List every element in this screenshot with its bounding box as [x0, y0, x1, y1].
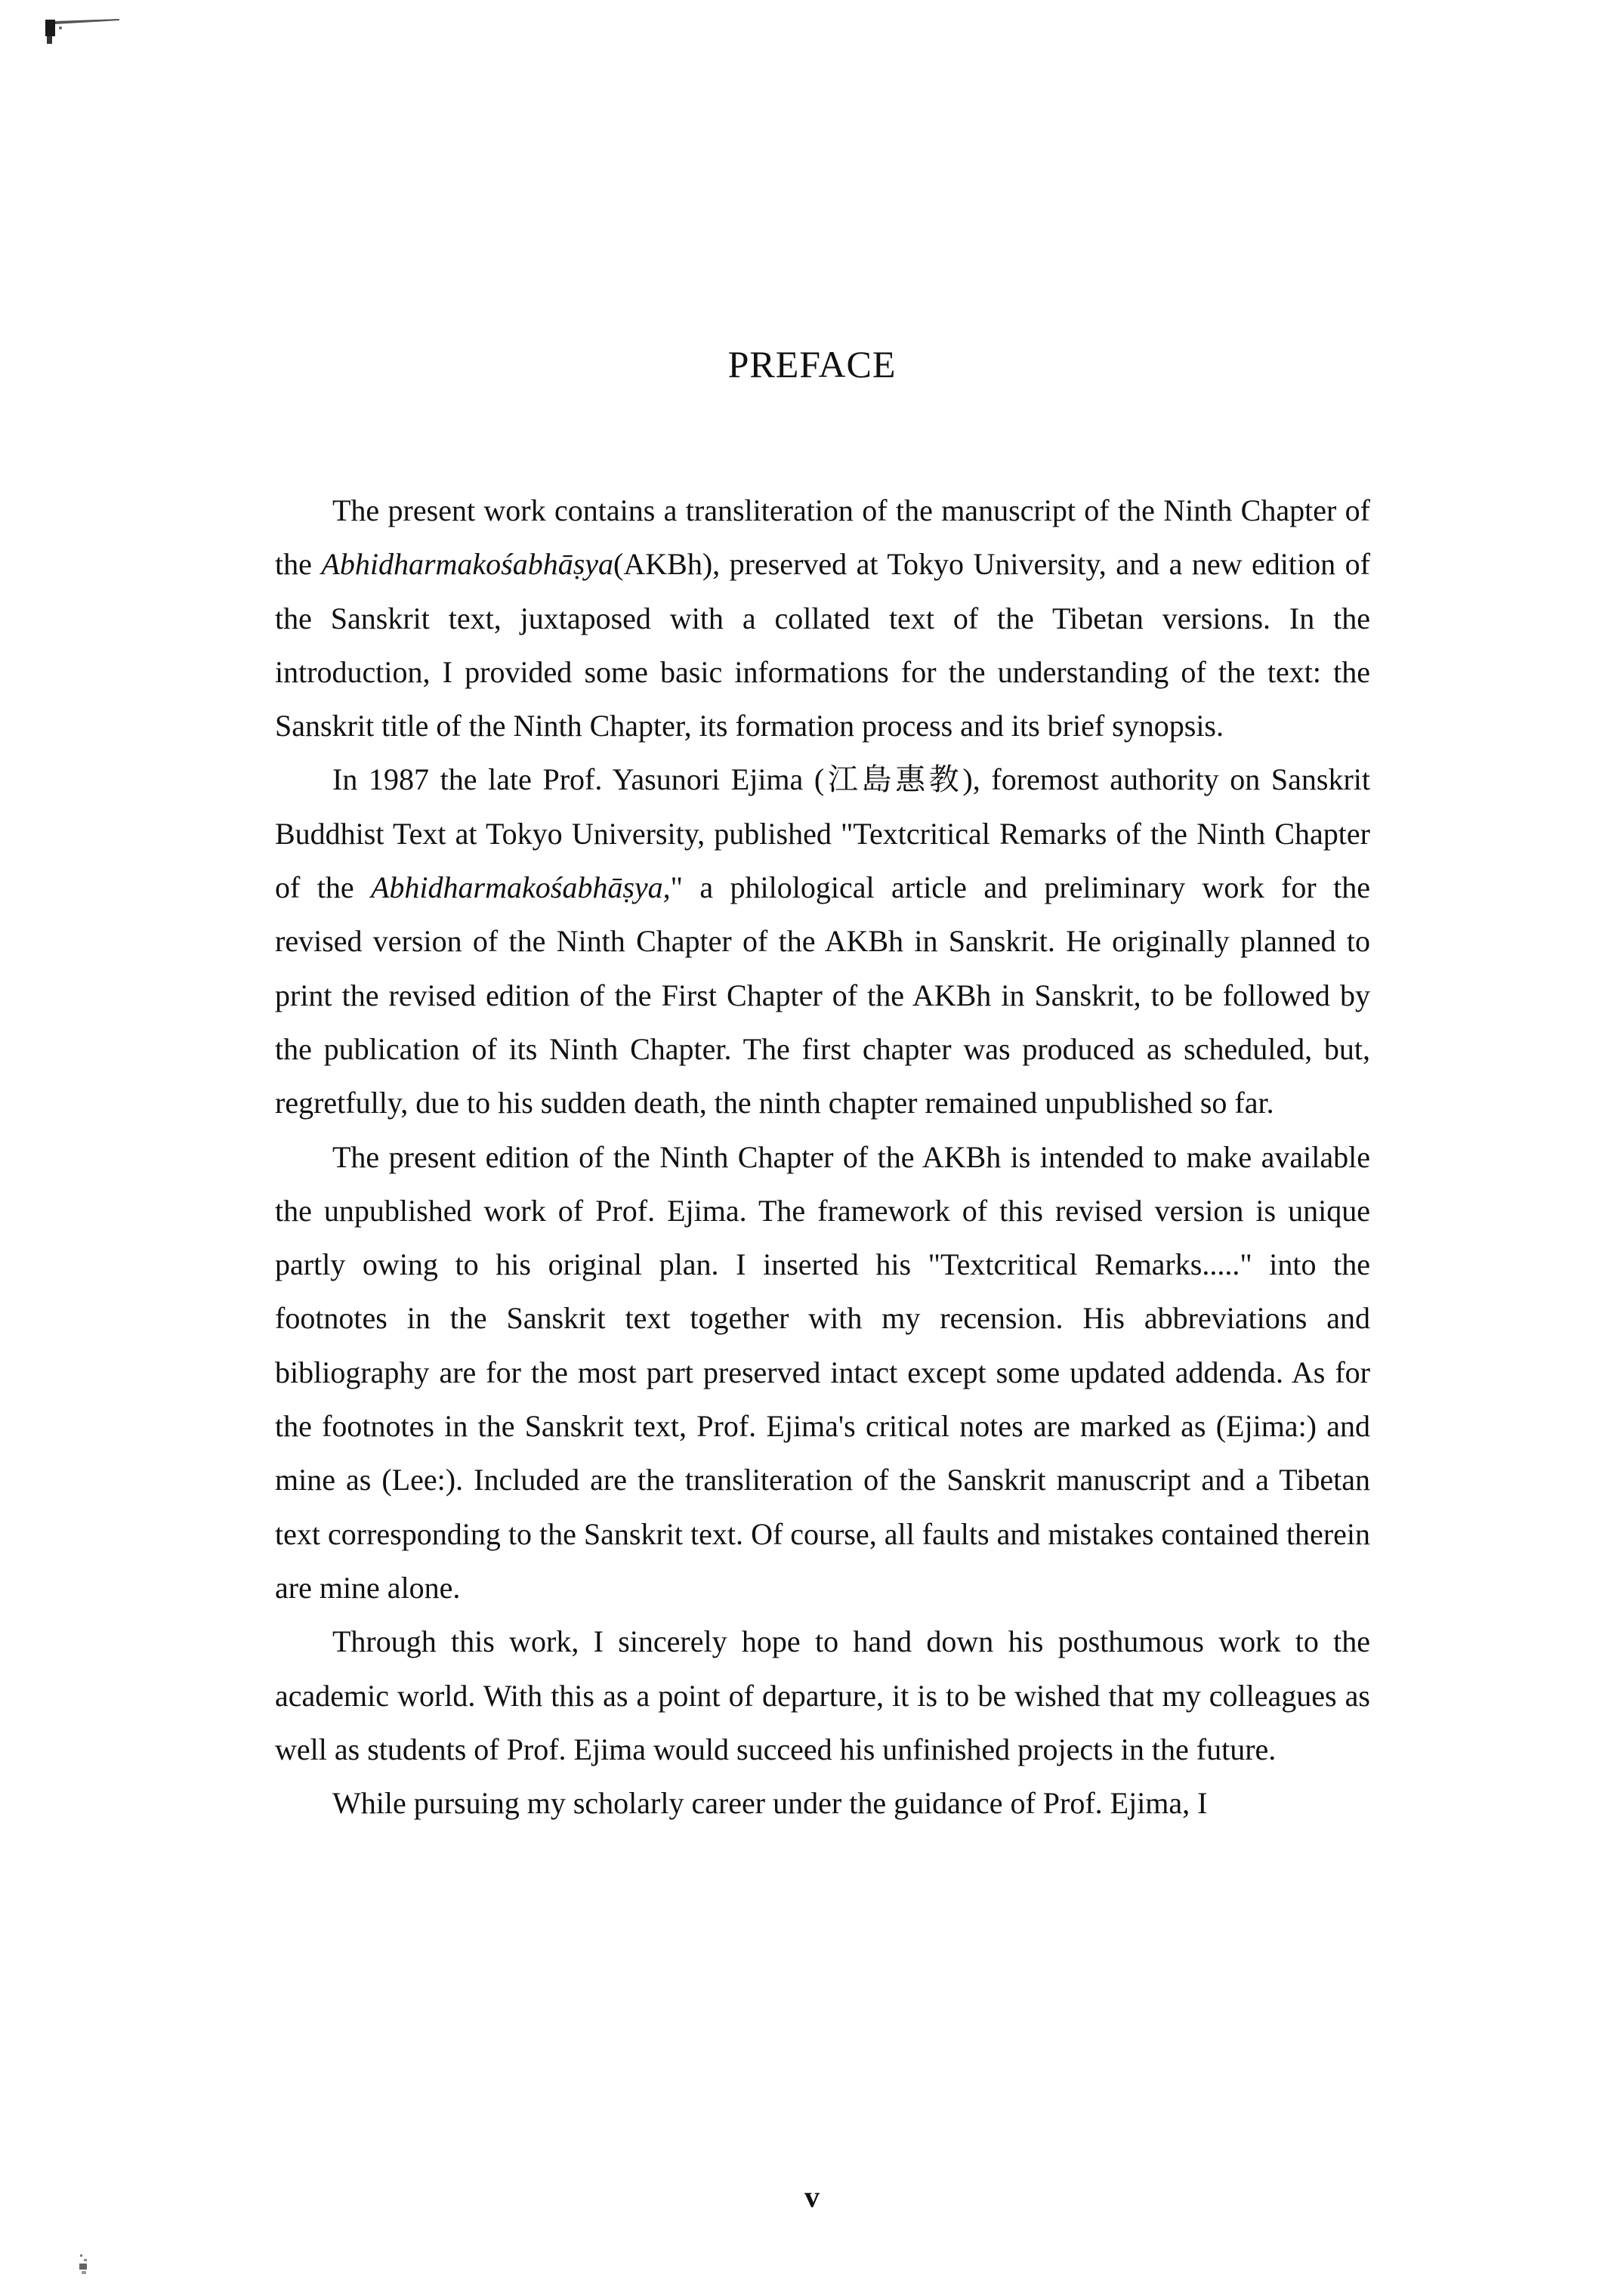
paragraph-4: Through this work, I sincerely hope to hand down his posthumous work to the academic world. With this as a point of departure, it is to be wished that my colleagues as well as students of Prof. Ejima would succeed his unfinished projects in the future. [275, 1624, 1370, 1766]
scan-speck-mark [76, 2251, 92, 2277]
paragraph-2 [275, 752, 1370, 1129]
paragraph-2-text-a: In 1987 the late Prof. Yasunori Ejima (江島惠教), foremost authority on Sanskrit Buddhist Text at Tokyo University, published "Textcritical Remarks of the Ninth Chapter of the [275, 762, 1370, 905]
page-title: PREFACE [727, 343, 897, 385]
paragraph-1-text-b: (AKBh), preserved at Tokyo University, and a new edition of the Sanskrit text, juxtaposed with a collated text of the Tibetan versions. In the introduction, I provided some basic informations for the understanding of the text: the Sanskrit title of the Ninth Chapter, its formation process and its brief synopsis. [275, 547, 1370, 743]
page-number: v [804, 2180, 820, 2214]
scan-corner-mark [44, 18, 125, 53]
paragraph-1-text-a: The present work contains a transliteration of the manuscript of the Ninth Chapter of the [275, 493, 1370, 582]
paragraph-2-title-italic: Abhidharmakośabhāṣya, [371, 870, 671, 905]
paragraph-1 [275, 484, 1370, 752]
paragraph-5: While pursuing my scholarly career under the guidance of Prof. Ejima, I [332, 1786, 1208, 1821]
paragraph-3: The present edition of the Ninth Chapter of the AKBh is intended to make available the unpublished work of Prof. Ejima. The framework of this revised version is unique partly owing to his original plan. I inserted his "Textcritical Remarks....." into the footnotes in the Sanskrit text together with my recension. His abbreviations and bibliography are for the most part preserved intact except some updated addenda. As for the footnotes in the Sanskrit text, Prof. Ejima's critical notes are marked as (Ejima:) and mine as (Lee:). Included are the transliteration of the Sanskrit manuscript and a Tibetan text corresponding to the Sanskrit text. Of course, all faults and mistakes contained therein are mine alone. [275, 1139, 1370, 1605]
preface-body [275, 484, 1370, 1830]
paragraph-1-title-italic: Abhidharmakośabhāṣya [321, 547, 614, 582]
paragraph-2-text-b: " a philological article and preliminary work for the revised version of the Ninth Chapter of the AKBh in Sanskrit. He originally planned to print the revised edition of the First Chapter of the AKBh in Sanskrit, to be followed by the publication of its Ninth Chapter. The first chapter was produced as scheduled, but, regretfully, due to his sudden death, the ninth chapter remained unpublished so far. [275, 870, 1371, 1120]
